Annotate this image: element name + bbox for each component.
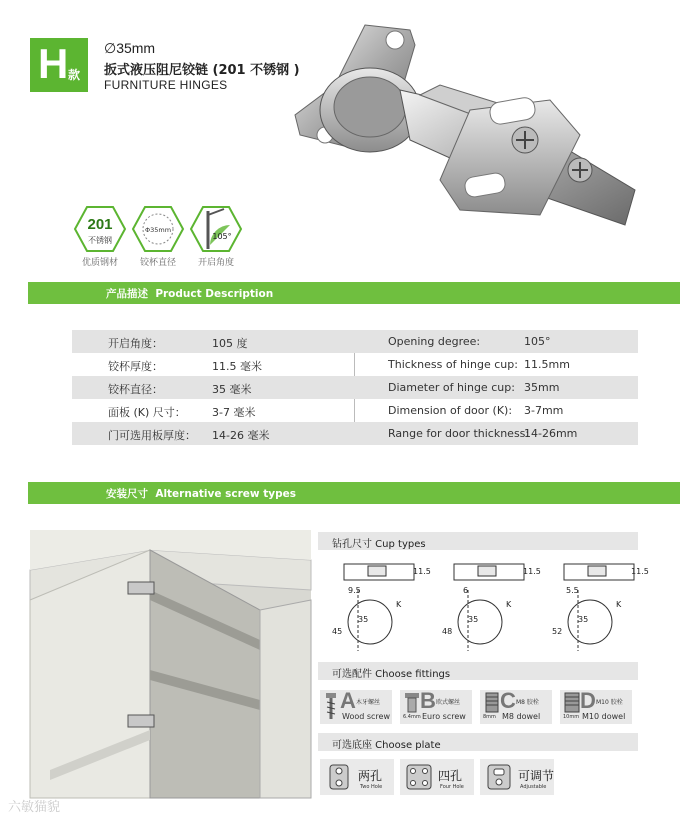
fitting-foot: M8 dowel — [502, 712, 541, 721]
badge-letter: H — [38, 40, 69, 87]
spec-en-value: 3-7mm — [524, 404, 564, 417]
opening-angle-icon — [190, 205, 242, 253]
fitting-b — [400, 690, 472, 724]
four-hole-plate-icon — [404, 763, 434, 791]
spec-cn-value: 35 毫米 — [212, 383, 252, 396]
spec-cn-label: 门可选用板厚度： — [108, 429, 196, 442]
cup-offset-3: 5.5 — [566, 586, 579, 595]
plate-en: Four Hole — [440, 784, 464, 790]
table-row — [72, 330, 638, 353]
section1-cn: 产品描述 — [106, 288, 148, 300]
table-row — [72, 353, 638, 376]
feature-steel — [74, 205, 126, 268]
cup-diagram-1 — [332, 564, 431, 651]
product-description-bar — [28, 282, 680, 304]
fitting-mini: 木牙螺丝 — [356, 699, 381, 706]
spec-en-label: Opening degree: — [388, 335, 481, 348]
feature-steel-caption: 优质钢材 — [81, 258, 118, 268]
plate-two-hole — [320, 759, 394, 795]
plate-four-hole — [400, 759, 474, 795]
fitting-c — [480, 690, 552, 724]
spec-cn-value: 11.5 毫米 — [212, 360, 262, 373]
cup-depth-2: 11.5 — [523, 567, 541, 576]
section1-en: Product Description — [155, 288, 274, 300]
model-badge — [30, 38, 88, 92]
cup-diameter-value: Φ35mm — [144, 226, 172, 234]
plate-cn: 四孔 — [438, 769, 463, 783]
cup-distance-3: 52 — [552, 627, 563, 636]
spec-en-value: 11.5mm — [524, 358, 570, 371]
spec-cn-label: 铰杯直径： — [108, 383, 163, 396]
spec-en-value: 105° — [524, 335, 551, 348]
fitting-letter: B — [420, 688, 436, 713]
fitting-a — [320, 690, 392, 724]
product-title-cn: 扳式液压阻尼铰链 (201 不锈钢 ) — [104, 63, 300, 78]
spec-en-label: Dimension of door (K): — [388, 404, 513, 417]
cup-diagram-2 — [442, 564, 541, 651]
spec-en-value: 14-26mm — [524, 427, 578, 440]
cup-depth-3: 11.5 — [631, 567, 649, 576]
fitting-mini: 欧式螺丝 — [436, 699, 461, 706]
spec-en-label: Diameter of hinge cup: — [388, 381, 515, 394]
table-row — [72, 399, 638, 422]
cup-distance-2: 48 — [442, 627, 453, 636]
cup-diameter-heading: ∅35mm — [104, 40, 156, 56]
watermark: 六敏猫貌 — [8, 800, 61, 815]
cup-types-label: 钻孔尺寸 Cup types — [332, 539, 426, 550]
m8-dowel-icon — [483, 693, 501, 713]
fitting-foot: Wood screw — [342, 712, 390, 721]
feature-angle-caption: 开启角度 — [197, 258, 234, 268]
cup-distance-1: 45 — [332, 627, 343, 636]
cup-offset-1: 9.5 — [348, 586, 361, 595]
table-row — [72, 376, 638, 399]
steel-sub: 不锈钢 — [88, 236, 112, 245]
fitting-mini: M10 胶栓 — [596, 699, 623, 706]
spec-en-label: Range for door thickness: — [388, 427, 530, 440]
spec-table — [72, 330, 638, 445]
cup-types-heading — [318, 532, 638, 550]
fitting-letter: A — [340, 688, 356, 713]
feature-angle — [190, 205, 242, 268]
fitting-foot: M10 dowel — [582, 712, 626, 721]
badge-suffix: 款 — [68, 68, 81, 82]
fitting-d — [560, 690, 632, 724]
feature-cup-diameter — [132, 205, 184, 268]
plate-cn: 两孔 — [358, 769, 383, 783]
spec-en-value: 35mm — [524, 381, 560, 394]
fitting-foot: Euro screw — [422, 712, 466, 721]
euro-screw-icon — [403, 693, 421, 713]
201-stainless-steel-icon — [74, 205, 126, 253]
fitting-letter: D — [580, 688, 596, 713]
plate-en: Two Hole — [360, 784, 383, 790]
fitting-size: 8mm — [483, 714, 496, 720]
table-row — [72, 422, 638, 445]
cup-types-diagram — [318, 556, 649, 656]
spec-cn-value: 3-7 毫米 — [212, 406, 256, 419]
section2-en: Alternative screw types — [155, 488, 297, 500]
cup-diameter-3: 35 — [578, 615, 589, 624]
fitting-size: 6.4mm — [403, 714, 421, 720]
fittings-heading — [318, 662, 638, 680]
fitting-size: 10mm — [563, 714, 580, 720]
product-title-en: FURNITURE HINGES — [104, 78, 228, 92]
cup-diagram-3 — [552, 564, 649, 651]
k-label-3: K — [616, 600, 622, 609]
cup-offset-2: 6 — [463, 586, 469, 595]
hinge-product-image — [280, 15, 650, 245]
cup-diameter-2: 35 — [468, 615, 479, 624]
fitting-letter: C — [500, 688, 516, 713]
fittings-label: 可选配件 Choose fittings — [332, 669, 451, 680]
cabinet-installation-image — [30, 530, 311, 798]
cup-diameter-1: 35 — [358, 615, 369, 624]
wood-screw-icon — [323, 693, 339, 721]
feature-cup-caption: 铰杯直径 — [139, 258, 176, 268]
hinge-cup-diameter-icon — [132, 205, 184, 253]
spec-cn-value: 105 度 — [212, 337, 248, 350]
plate-label: 可选底座 Choose plate — [332, 740, 441, 751]
plate-adjustable — [480, 759, 554, 795]
plate-heading — [318, 733, 638, 751]
k-label-2: K — [506, 600, 512, 609]
section2-cn: 安装尺寸 — [106, 488, 148, 500]
steel-grade: 201 — [87, 216, 113, 233]
spec-cn-value: 14-26 毫米 — [212, 429, 270, 442]
spec-cn-label: 开启角度： — [108, 337, 163, 350]
spec-cn-label: 面板 (K) 尺寸： — [108, 406, 186, 419]
adjustable-plate-icon — [484, 763, 514, 791]
screw-types-bar — [28, 482, 680, 504]
cup-depth-1: 11.5 — [413, 567, 431, 576]
two-hole-plate-icon — [324, 763, 354, 791]
spec-en-label: Thickness of hinge cup: — [388, 358, 518, 371]
plate-cn: 可调节 — [518, 769, 555, 783]
spec-cn-label: 铰杯厚度： — [108, 360, 163, 373]
m10-dowel-icon — [563, 693, 581, 713]
plate-en: Adjustable — [520, 784, 547, 790]
k-label-1: K — [396, 600, 402, 609]
angle-value: 105° — [212, 232, 232, 241]
fitting-mini: M8 胶栓 — [516, 699, 539, 706]
